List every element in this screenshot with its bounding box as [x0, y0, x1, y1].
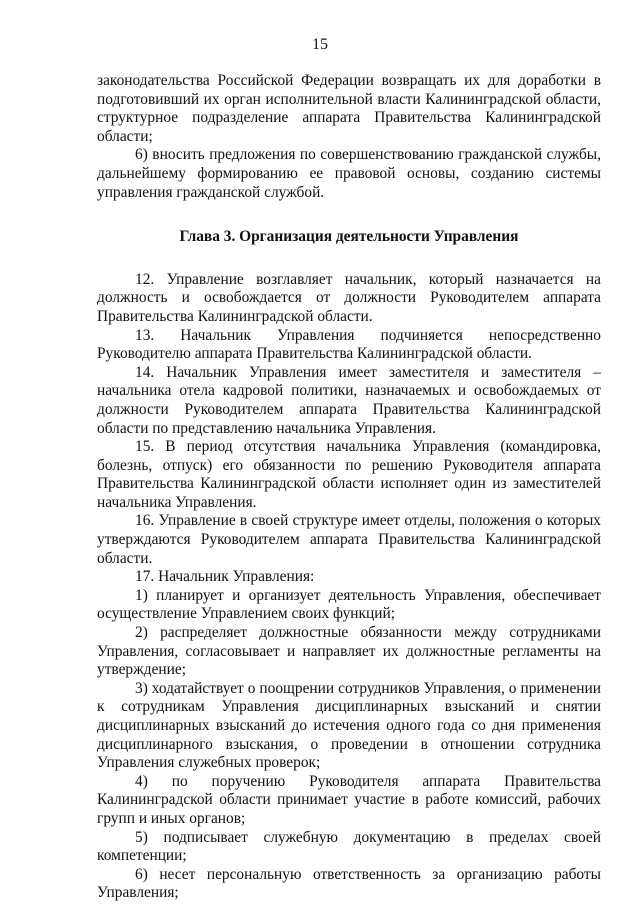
paragraph-17: 17. Начальник Управления: [135, 568, 315, 586]
paragraph-17-item-5: 5) подписывает служебную документацию в пределах своей компетенции; [97, 828, 601, 865]
page-number: 15 [312, 36, 328, 53]
paragraph-14: 14. Начальник Управления имеет заместителя и заместителя – начальника отела кадровой политики, назначаемых и освобождаемых от должности Руководителем аппарата Правительства Калининградской области по представлению начальника Управления. [97, 363, 601, 437]
paragraph-15: 15. В период отсутствия начальника Управления (командировка, болезнь, отпуск) его обязанности по решению Руководителя аппарата Правительства Калининградской области исполняет один из заместителей начальника Управления. [97, 438, 601, 511]
paragraph-16: 16. Управление в своей структуре имеет отделы, положения о которых утверждаются Руководителем аппарата Правительства Калининградской области. [97, 512, 601, 567]
paragraph-17-item-4: 4) по поручению Руководителя аппарата Правительства Калининградской области принимает участие в работе комиссий, рабочих групп и иных органов; [97, 772, 601, 827]
chapter-heading: Глава 3. Организация деятельности Управления [179, 228, 519, 246]
paragraph-item-6-proposals: 6) вносить предложения по совершенствованию гражданской службы, дальнейшему формированию ее правовой основы, созданию системы управления гражданской службой. [97, 146, 601, 201]
paragraph-13: 13. Начальник Управления подчиняется непосредственно Руководителю аппарата Правительства Калининградской области. [97, 326, 601, 363]
paragraph-17-item-3: 3) ходатайствует о поощрении сотрудников Управления, о применении к сотрудникам Управления дисциплинарных взысканий и снятии дисциплинарных взысканий до истечения одного года со дня применения дисциплинарного взыскания, о проведении в отношении сотрудника Управления служебных проверок; [97, 679, 601, 772]
paragraph-17-item-1: 1) планирует и организует деятельность Управления, обеспечивает осуществление Управлением своих функций; [97, 586, 601, 623]
document-body [97, 72, 601, 903]
paragraph-continuation: законодательства Российской Федерации возвращать их для доработки в подготовивший их орган исполнительной власти Калининградской области, структурное подразделение аппарата Правительства Калининградской области; [97, 72, 601, 145]
paragraph-12: 12. Управление возглавляет начальник, который назначается на должность и освобождается от должности Руководителем аппарата Правительства Калининградской области. [97, 270, 601, 325]
paragraph-17-item-6: 6) несет персональную ответственность за организацию работы Управления; [97, 865, 601, 902]
paragraph-17-item-2: 2) распределяет должностные обязанности между сотрудниками Управления, согласовывает и направляет их должностные регламенты на утверждение; [97, 624, 601, 679]
